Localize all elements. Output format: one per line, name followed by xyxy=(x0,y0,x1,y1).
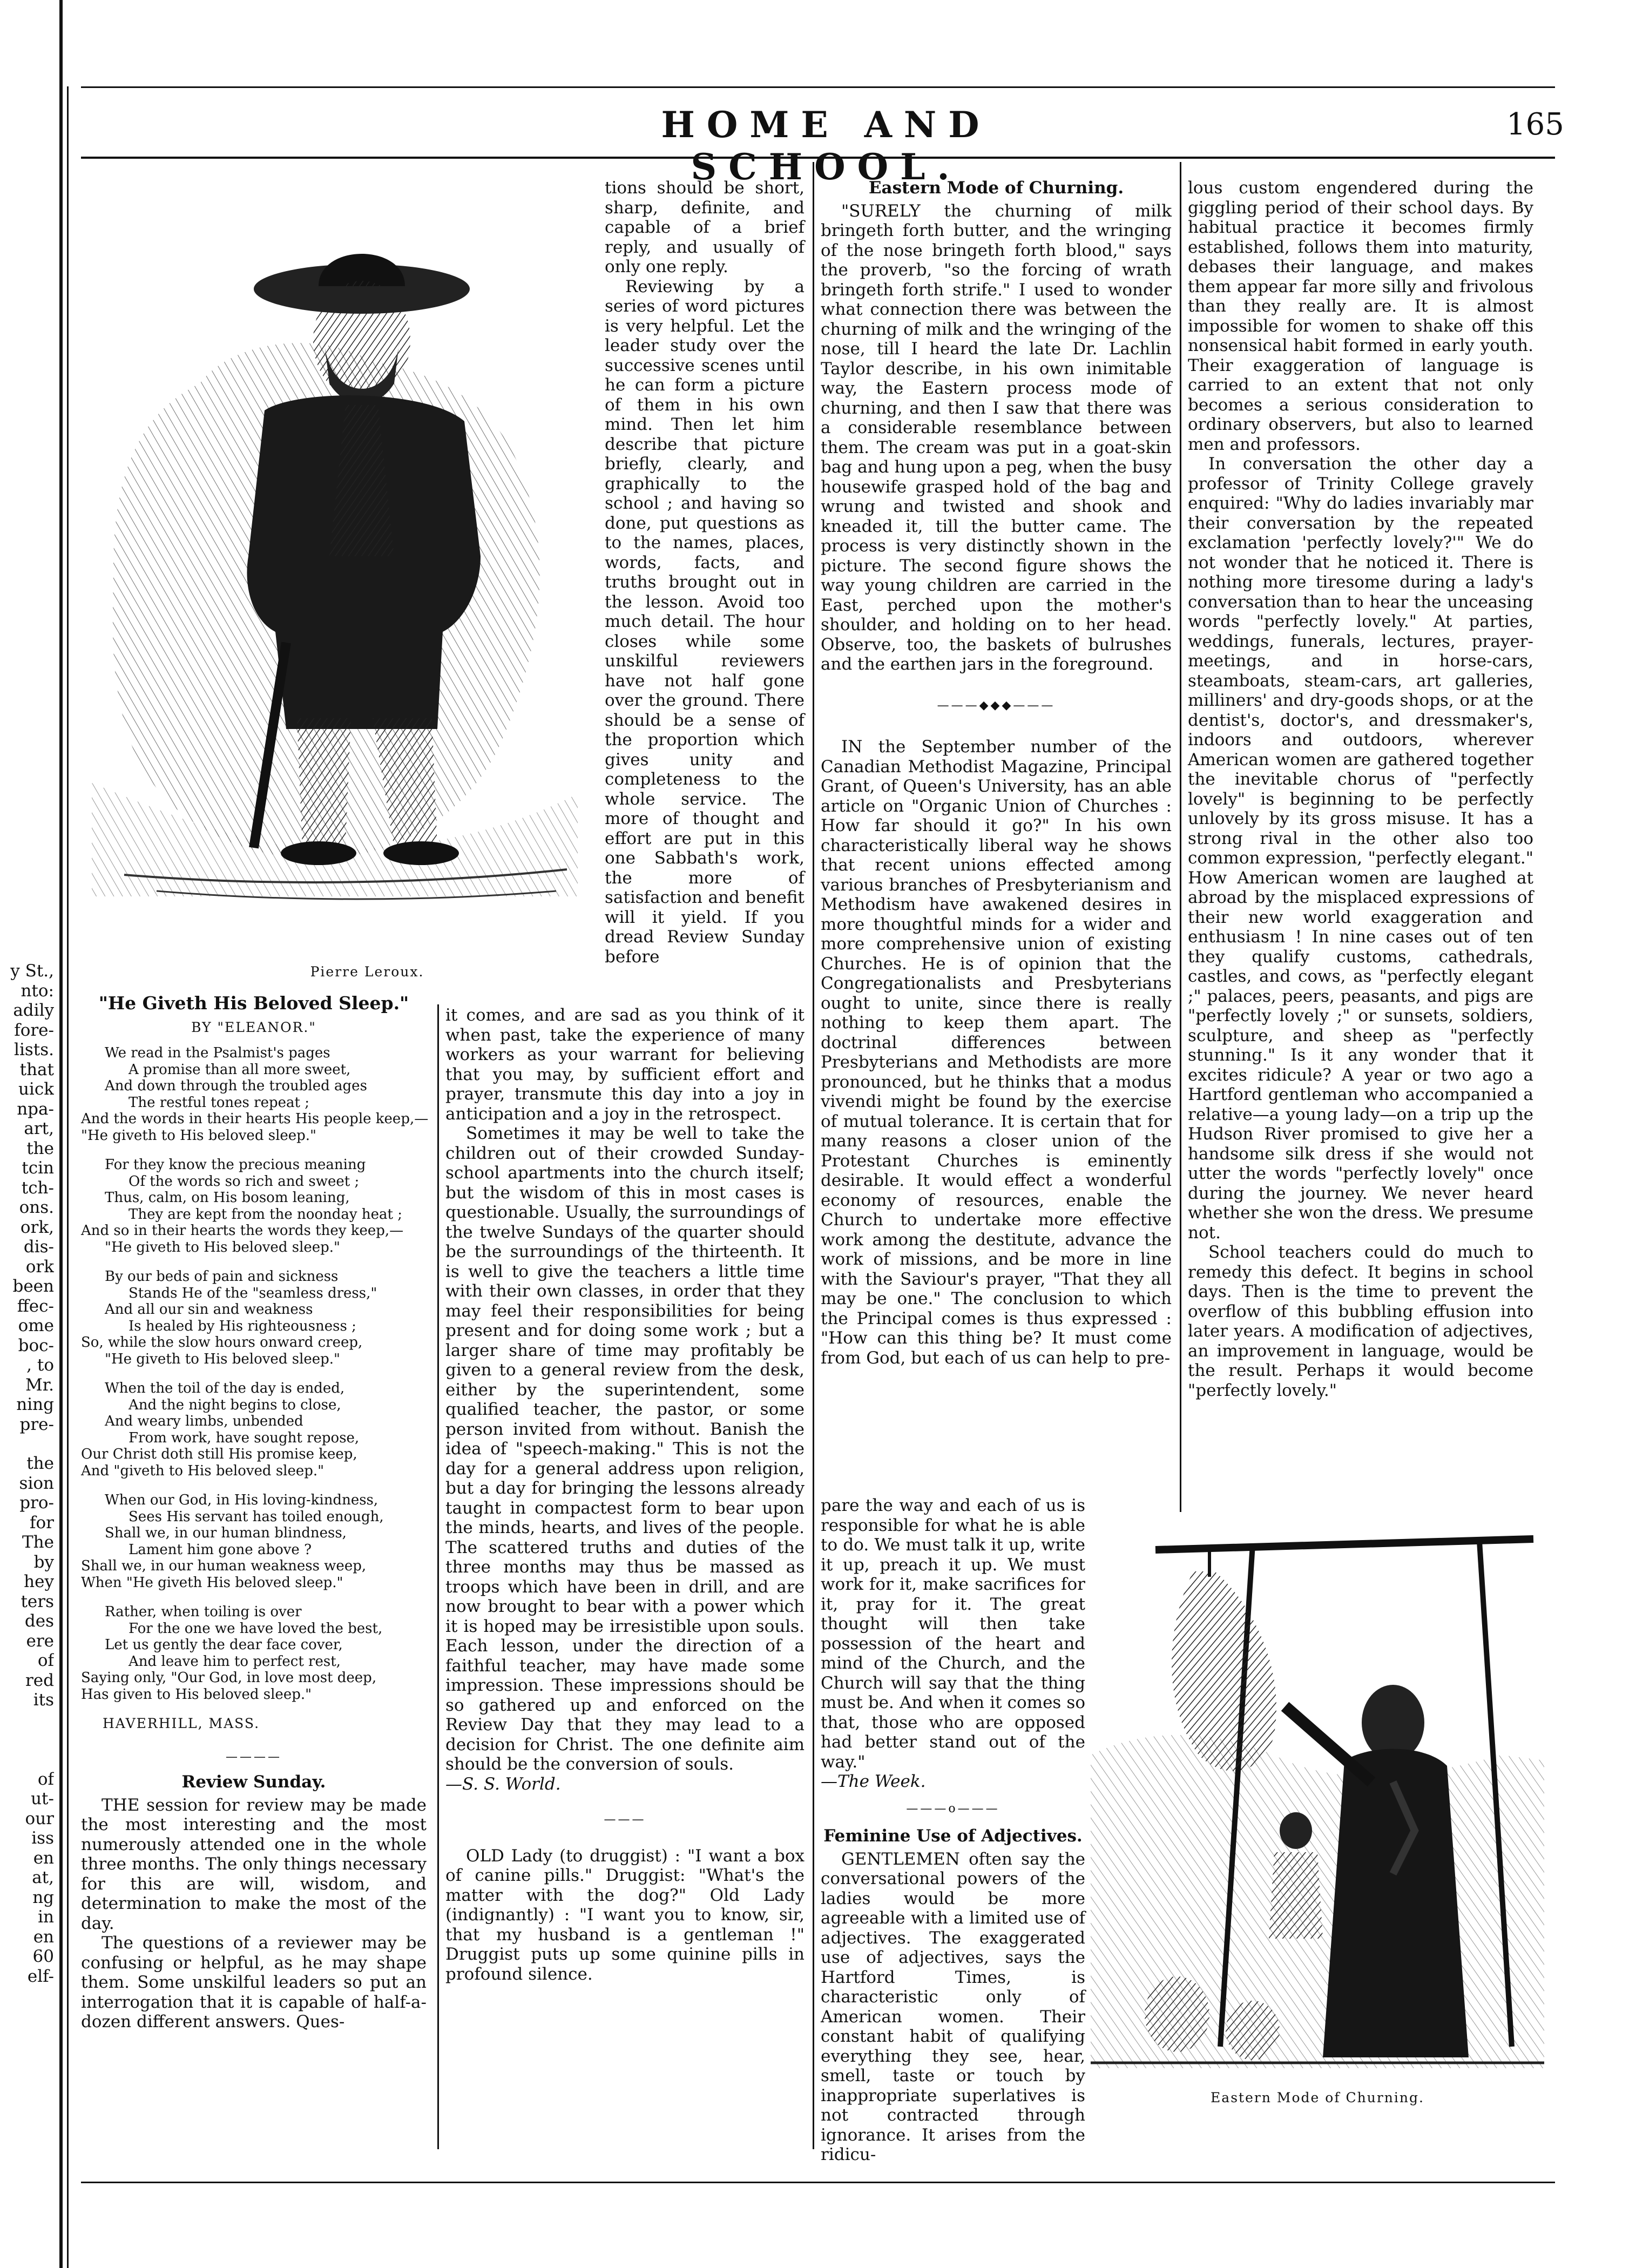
poem-line: And so in their hearts the words they keep,— xyxy=(81,1223,404,1239)
poem-stanza xyxy=(81,1492,427,1591)
poem-line: For they know the precious meaning xyxy=(105,1157,366,1173)
edge-fragment: boc- xyxy=(18,1335,54,1355)
edge-fragment: tcin xyxy=(22,1158,54,1178)
edge-fragment: at, xyxy=(32,1868,54,1887)
poem-line: By our beds of pain and sickness xyxy=(105,1268,339,1285)
poem-line: Let us gently the dear face cover, xyxy=(105,1637,343,1653)
edge-fragment: y St., xyxy=(10,961,54,981)
edge-fragment: en xyxy=(33,1927,54,1947)
column-1-lower xyxy=(81,994,427,2032)
edge-fragment: dis- xyxy=(23,1237,54,1257)
section-divider: ———o——— xyxy=(906,1801,1000,1815)
poem-line: Is healed by His righteousness ; xyxy=(129,1318,356,1334)
top-rule xyxy=(81,86,1555,88)
poem-signature: HAVERHILL, MASS. xyxy=(103,1716,260,1731)
poem-stanza xyxy=(81,1157,427,1256)
poem-line: And all our sin and weakness xyxy=(105,1301,313,1318)
edge-fragment: of xyxy=(37,1651,54,1670)
edge-fragment: Mr. xyxy=(25,1375,54,1395)
poem-line: Of the words so rich and sweet ; xyxy=(129,1173,360,1190)
poem-stanza xyxy=(81,1380,427,1479)
poem-line: When our God, in His loving-kindness, xyxy=(105,1492,378,1508)
column-2-upper xyxy=(605,178,805,967)
edge-fragment: npa- xyxy=(17,1099,54,1119)
poem-line: Lament him gone above ? xyxy=(129,1541,312,1558)
edge-fragment: pro- xyxy=(19,1493,54,1513)
column-3-lower xyxy=(821,1496,1085,2165)
union-source: —The Week. xyxy=(821,1772,926,1791)
poem-line: The restful tones repeat ; xyxy=(129,1094,309,1111)
churning-caption: Eastern Mode of Churning. xyxy=(1211,2090,1424,2105)
union-paragraph: pare the way and each of us is responsible for what he is able to do. We must talk it up, write it up, preach it up. We must work for it, make sacrifices for it, pray for it. The great thought will then take possession of the heart and mind of the Church, and the Church will say that the thing must be. And when it comes so that, those who are opposed had better stand out of the way." xyxy=(821,1496,1085,1772)
section-divider: ———— xyxy=(226,1750,282,1764)
edge-fragment: ning xyxy=(16,1395,54,1414)
section-divider: ——— xyxy=(604,1813,646,1826)
left-margin-rule-thin xyxy=(67,86,69,2268)
poem-line: So, while the slow hours onward creep, xyxy=(81,1334,363,1351)
poem-line: Saying only, "Our God, in love most deep, xyxy=(81,1670,377,1686)
edge-fragment: nto: xyxy=(21,981,54,1001)
edge-fragment: des xyxy=(24,1611,54,1631)
poem-stanza xyxy=(81,1604,427,1703)
adjectives-paragraph: lous custom engendered during the giggling period of their school days. By habitual practice it becomes firmly established, follows them into maturity, debases their language, and makes them appear far more silly and frivolous than they really are. It is almost impossible for women to shake off this nonsensical habit formed in early youth. Their exaggeration of language is carried to an extent that not only becomes a serious consideration to ordinary observers, but also to learned men and professors. xyxy=(1188,178,1533,454)
adjectives-paragraph: In conversation the other day a professor of Trinity College gravely enquired: "Why do ladies invariably mar their conversation by the repeated exclamation 'perfectly lovely?'" We do not wonder that he noticed it. There is nothing more tiresome during a lady's conversation than to hear the unceasing words "perfectly lovely." At parties, weddings, funerals, lectures, prayer-meetings, and in horse-cars, steamboats, steam-cars, art galleries, milliners' and dry-goods shops, or at the dentist's, doctor's, and dressmaker's, indoors and outdoors, wherever American women are gathered together the inevitable chorus of "perfectly lovely" is beginning to be perfectly unlovely by its gross misuse. It has a strong rival in the other also too common expression, "perfectly elegant." How American women are laughed at abroad by the misplaced expressions of their new world exaggeration and enthusiasm ! In nine cases out of ten they qualify customs, cathedrals, castles, and cows, as "perfectly elegant ;" palaces, peers, peasants, and pigs are "perfectly lovely ;" or sunsets, soldiers, sculpture, and sheep as "perfectly stunning." Is it any wonder that it excites ridicule? A year or two ago a Hartford gentleman who accompanied a relative—a young lady—on a trip up the Hudson River promised to give her a handsome silk dress if she would not utter the words "perfectly lovely" once during the journey. We never heard whether she won the dress. We presume not. xyxy=(1188,454,1533,1243)
edge-fragment: ere xyxy=(26,1631,54,1651)
poem-stanza xyxy=(81,1045,427,1144)
edge-fragment: fore- xyxy=(14,1020,54,1040)
review-sunday-paragraph: it comes, and are sad as you think of it when past, take the experience of many workers as your warrant for believing that you may, by sufficient effort and prayer, transmute this day into a joy in anticipation and a joy in the retrospect. xyxy=(445,1005,805,1124)
portrait-illustration xyxy=(92,178,589,956)
edge-fragment: ut- xyxy=(31,1789,54,1808)
edge-fragment: elf- xyxy=(27,1966,54,1986)
column-4 xyxy=(1188,178,1533,1400)
edge-fragment: ome xyxy=(18,1316,54,1335)
edge-fragment: tch- xyxy=(21,1178,54,1198)
column-rule-3 xyxy=(1180,162,1181,1512)
column-rule-2 xyxy=(813,162,814,2149)
poem-line: And down through the troubled ages xyxy=(105,1078,367,1094)
poem-byline: BY "ELEANOR." xyxy=(191,1019,316,1035)
druggist-anecdote: OLD Lady (to druggist) : "I want a box of canine pills." Druggist: "What's the matter with the dog?" Old Lady (indignantly) : "I want you to know, sir, that my husband is a gentleman !" Druggist puts up some quinine pills in profound silence. xyxy=(445,1846,805,1984)
poem-stanza xyxy=(81,1268,427,1367)
review-sunday-heading: Review Sunday. xyxy=(181,1772,326,1792)
poem-line: "He giveth to His beloved sleep." xyxy=(81,1127,317,1144)
bottom-rule xyxy=(81,2182,1555,2183)
adjectives-heading: Feminine Use of Adjectives. xyxy=(823,1826,1083,1846)
edge-fragment: ons. xyxy=(19,1198,54,1217)
edge-fragment: its xyxy=(33,1690,54,1710)
edge-fragment: ters xyxy=(21,1591,54,1611)
edge-fragment: the xyxy=(26,1454,54,1473)
edge-fragment: uick xyxy=(18,1079,54,1099)
poem-line: They are kept from the noonday heat ; xyxy=(129,1206,402,1223)
edge-fragment: ork, xyxy=(20,1217,54,1237)
edge-fragment: 60 xyxy=(32,1947,54,1966)
edge-fragment: adily xyxy=(13,1001,54,1020)
edge-fragment: ffec- xyxy=(17,1296,54,1316)
edge-fragment: in xyxy=(38,1907,54,1927)
edge-fragment: pre- xyxy=(19,1414,54,1434)
edge-fragment: en xyxy=(33,1848,54,1868)
edge-fragment: iss xyxy=(31,1828,54,1848)
poem-line: From work, have sought repose, xyxy=(129,1429,360,1446)
review-sunday-source: —S. S. World. xyxy=(445,1774,561,1794)
adjectives-paragraph: GENTLEMEN often say the conversational powers of the ladies would be more agreeable with a limited use of adjectives. The exaggerated use of adjectives, says the Hartford Times, is characteristic only of American women. Their constant habit of qualifying everything they see, hear, smell, taste or touch by inappropriate superlatives is not contracted through ignorance. It arises from the ridicu- xyxy=(821,1849,1085,2164)
poem-line: Shall we, in our human weakness weep, xyxy=(81,1558,367,1574)
churning-heading: Eastern Mode of Churning. xyxy=(868,178,1124,198)
review-sunday-paragraph: THE session for review may be made the most interesting and the most numerously attended one in the whole three months. The only things necessary for this are will, wisdom, and determination to make the most of the day. xyxy=(81,1795,427,1933)
union-paragraph: IN the September number of the Canadian Methodist Magazine, Principal Grant, of Queen's University, has an able article on "Organic Union of Churches : How far should it go?" In his own characteristically liberal way he shows that recent unions effected among various branches of Presbyterianism and Methodism have awakened desires in more thoughtful minds for a wider and more comprehensive union of existing Churches. He is of opinion that the Congregationalists and Presbyterians ought to unite, since there is really nothing to keep them apart. The doctrinal differences between Presbyterians and Methodists are more pronounced, but he thinks that a modus vivendi might be found by the exercise of mutual tolerance. It is certain that for many reasons a closer union of the Protestant Churches is eminently desirable. It would effect a wonderful economy of resources, enable the Church to undertake more effective work among the destitute, advance the work of missions, and be more in line with the Saviour's prayer, "That they all may be one." The conclusion to which the Principal comes is thus expressed : "How can this thing be? It must come from God, but each of us can help to pre- xyxy=(821,737,1172,1368)
portrait-caption: Pierre Leroux. xyxy=(310,964,424,980)
adjectives-paragraph: School teachers could do much to remedy this defect. It begins in school days. Then is the time to prevent the overflow of this bubbling effusion into later years. A modification of adjectives, an improvement in language, would be the result. Perhaps it would become "perfectly lovely." xyxy=(1188,1243,1533,1400)
poem-line: Shall we, in our human blindness, xyxy=(105,1525,347,1541)
edge-fragment: by xyxy=(33,1552,54,1572)
poem-line: For the one we have loved the best, xyxy=(129,1620,383,1637)
poem-line: Stands He of the "seamless dress," xyxy=(129,1285,377,1301)
edge-fragment: that xyxy=(19,1059,54,1079)
poem-title: "He Giveth His Beloved Sleep." xyxy=(98,993,409,1014)
poem-line: And the night begins to close, xyxy=(129,1396,341,1413)
previous-page-fragments xyxy=(0,961,54,1986)
review-sunday-paragraph: Sometimes it may be well to take the children out of their crowded Sunday-school apartments into the church itself; but the wisdom of this in most cases is questionable. Usually, the surroundings of the twelve Sundays of the quarter should be the surroundings of the thirteenth. It is well to give the teachers a little time with their own classes, in order that they may feel their responsibilities for being present and for doing some work ; but a larger share of time may profitably be given to a general review from the desk, either by the superintendent, some qualified teacher, the pastor, or some person invited from without. Banish the idea of "speech-making." This is not the day for a general address upon religion, but a day for bringing the lessons already taught in compactest form to bear upon the minds, hearts, and lives of the people. The scattered truths and duties of the three months may thus be massed as troops which have been in drill, and are now brought to bear with a power which it is hoped may be irresistible upon souls. Each lesson, under the direction of a faithful teacher, may have made some impression. These impressions should be so gathered up and enforced on the Review Day that they may lead to a decision for Christ. The one definite aim should be the conversion of souls. xyxy=(445,1124,805,1774)
column-rule-1 xyxy=(437,1004,439,2149)
poem-line: Thus, calm, on His bosom leaning, xyxy=(105,1190,350,1206)
edge-fragment: red xyxy=(25,1670,54,1690)
review-sunday-paragraph: The questions of a reviewer may be confusing or helpful, as he may shape them. Some unskilful leaders so put an interrogation that it is capable of half-a-dozen different answers. Ques- xyxy=(81,1933,427,2031)
section-divider: ———◆◆◆——— xyxy=(937,698,1056,712)
edge-fragment: sion xyxy=(19,1473,54,1493)
poem-line: And leave him to perfect rest, xyxy=(129,1653,341,1670)
column-2-lower xyxy=(445,1005,805,1984)
edge-fragment: for xyxy=(30,1513,54,1533)
page-number: 165 xyxy=(1506,107,1564,142)
edge-fragment: lists. xyxy=(14,1040,54,1059)
poem-body xyxy=(81,1045,427,1732)
poem-line: When "He giveth His beloved sleep." xyxy=(81,1574,343,1591)
poem-line: Our Christ doth still His promise keep, xyxy=(81,1446,357,1462)
edge-fragment: our xyxy=(25,1808,54,1828)
edge-fragment: ng xyxy=(32,1887,54,1907)
poem-line: We read in the Psalmist's pages xyxy=(105,1045,330,1061)
edge-fragment: hey xyxy=(24,1572,54,1591)
poem-line: And the words in their hearts His people keep,— xyxy=(81,1111,429,1127)
poem-line: Has given to His beloved sleep." xyxy=(81,1686,312,1703)
poem-line: And "giveth to His beloved sleep." xyxy=(81,1462,325,1479)
column-3 xyxy=(821,178,1172,1368)
review-sunday-paragraph: tions should be short, sharp, definite, and capable of a brief reply, and usually of only one reply. xyxy=(605,178,805,276)
edge-fragment: been xyxy=(12,1277,54,1296)
poem-line: Sees His servant has toiled enough, xyxy=(129,1508,384,1525)
edge-fragment: the xyxy=(26,1138,54,1158)
poem-line: When the toil of the day is ended, xyxy=(105,1380,345,1396)
poem-line: A promise than all more sweet, xyxy=(129,1061,351,1078)
page-header-title: HOME AND SCHOOL. xyxy=(661,104,991,188)
churning-paragraph: "SURELY the churning of milk bringeth forth butter, and the wringing of the nose bringeth forth blood," says the proverb, "so the forcing of wrath bringeth forth strife." I used to wonder what connection there was between the churning of milk and the wringing of the nose, till I heard the late Dr. Lachlin Taylor describe, in his own inimitable way, the Eastern process mode of churning, and then I saw that there was a considerable resemblance between them. The cream was put in a goat-skin bag and hung upon a peg, when the busy housewife grasped hold of the bag and wrung and twisted and shook and kneaded it, till the butter came. The process is very distinctly shown in the picture. The second figure shows the way young children are carried in the East, perched upon the mother's shoulder, and holding on to her head. Observe, too, the baskets of bulrushes and the earthen jars in the foreground. xyxy=(821,201,1172,674)
poem-line: And weary limbs, unbended xyxy=(105,1413,303,1429)
edge-fragment: of xyxy=(37,1769,54,1789)
edge-fragment: art, xyxy=(24,1119,54,1138)
left-margin-rule xyxy=(59,0,63,2268)
poem-line: "He giveth to His beloved sleep." xyxy=(105,1239,341,1256)
edge-fragment: ork xyxy=(25,1257,54,1277)
poem-line: Rather, when toiling is over xyxy=(105,1604,302,1620)
review-sunday-paragraph: Reviewing by a series of word pictures is very helpful. Let the leader study over the successive scenes until he can form a picture of them in his own mind. Then let him describe that picture briefly, clearly, and graphically to the school ; and having so done, put questions as to the names, places, words, facts, and truths brought out in the lesson. Avoid too much detail. The hour closes while some unskilful reviewers have not half gone over the ground. There should be a sense of the proportion which gives unity and completeness to the whole service. The more of thought and effort are put in this one Sabbath's work, the more of satisfaction and benefit will it yield. If you dread Review Sunday before xyxy=(605,276,805,967)
edge-fragment: , to xyxy=(26,1355,54,1375)
poem-line: "He giveth to His beloved sleep." xyxy=(105,1351,341,1367)
churning-illustration xyxy=(1091,1528,1544,2079)
edge-fragment: The xyxy=(22,1533,54,1552)
